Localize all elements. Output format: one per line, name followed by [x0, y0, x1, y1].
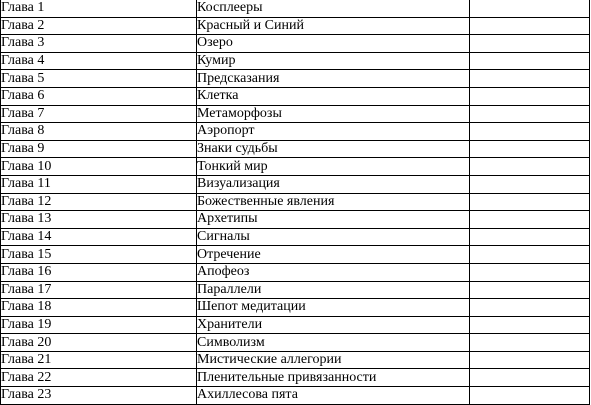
- table-row: [1, 158, 590, 176]
- chapter-number-cell: Глава 10: [1, 158, 197, 176]
- chapter-title-cell: Параллели: [197, 281, 470, 299]
- table-row: [1, 35, 590, 53]
- table-row: [1, 299, 590, 317]
- table-row: [1, 87, 590, 105]
- chapter-number-cell: Глава 17: [1, 281, 197, 299]
- empty-cell: [470, 35, 590, 53]
- chapter-number-cell: Глава 18: [1, 299, 197, 317]
- empty-cell: [470, 316, 590, 334]
- table-row: [1, 123, 590, 141]
- chapter-number-cell: Глава 19: [1, 316, 197, 334]
- chapter-number-cell: Глава 20: [1, 334, 197, 352]
- table-row: [1, 369, 590, 387]
- empty-cell: [470, 87, 590, 105]
- table-row: [1, 105, 590, 123]
- empty-cell: [470, 0, 590, 17]
- table-row: [1, 351, 590, 369]
- chapter-title-cell: Визуализация: [197, 175, 470, 193]
- chapter-title-cell: Знаки судьбы: [197, 140, 470, 158]
- chapter-title-cell: Мистические аллегории: [197, 351, 470, 369]
- empty-cell: [470, 105, 590, 123]
- chapter-number-cell: Глава 13: [1, 211, 197, 229]
- empty-cell: [470, 246, 590, 264]
- chapter-title-cell: Метаморфозы: [197, 105, 470, 123]
- chapter-title-cell: Аэропорт: [197, 123, 470, 141]
- table-row: [1, 0, 590, 17]
- chapter-title-cell: Сигналы: [197, 228, 470, 246]
- table-row: [1, 52, 590, 70]
- chapter-number-cell: Глава 3: [1, 35, 197, 53]
- empty-cell: [470, 17, 590, 35]
- empty-cell: [470, 175, 590, 193]
- table-row: [1, 175, 590, 193]
- empty-cell: [470, 281, 590, 299]
- table-row: [1, 316, 590, 334]
- empty-cell: [470, 351, 590, 369]
- empty-cell: [470, 70, 590, 88]
- chapter-title-cell: Хранители: [197, 316, 470, 334]
- chapter-number-cell: Глава 5: [1, 70, 197, 88]
- table-row: [1, 17, 590, 35]
- table-row: [1, 70, 590, 88]
- chapter-title-cell: Предсказания: [197, 70, 470, 88]
- empty-cell: [470, 193, 590, 211]
- empty-cell: [470, 263, 590, 281]
- empty-cell: [470, 387, 590, 405]
- chapter-number-cell: Глава 21: [1, 351, 197, 369]
- chapter-number-cell: Глава 1: [1, 0, 197, 17]
- chapter-number-cell: Глава 16: [1, 263, 197, 281]
- table-row: [1, 211, 590, 229]
- table-row: [1, 281, 590, 299]
- chapter-title-cell: Кумир: [197, 52, 470, 70]
- chapter-title-cell: Символизм: [197, 334, 470, 352]
- empty-cell: [470, 228, 590, 246]
- empty-cell: [470, 369, 590, 387]
- chapter-number-cell: Глава 4: [1, 52, 197, 70]
- chapter-title-cell: Отречение: [197, 246, 470, 264]
- chapter-title-cell: Красный и Синий: [197, 17, 470, 35]
- chapter-title-cell: Косплееры: [197, 0, 470, 17]
- chapter-title-cell: Божественные явления: [197, 193, 470, 211]
- chapter-number-cell: Глава 8: [1, 123, 197, 141]
- table-row: [1, 140, 590, 158]
- table-row: [1, 228, 590, 246]
- chapter-title-cell: Апофеоз: [197, 263, 470, 281]
- chapter-title-cell: Шепот медитации: [197, 299, 470, 317]
- empty-cell: [470, 52, 590, 70]
- chapter-number-cell: Глава 15: [1, 246, 197, 264]
- chapter-number-cell: Глава 12: [1, 193, 197, 211]
- chapter-number-cell: Глава 2: [1, 17, 197, 35]
- empty-cell: [470, 123, 590, 141]
- chapter-number-cell: Глава 7: [1, 105, 197, 123]
- table-row: [1, 193, 590, 211]
- chapter-number-cell: Глава 23: [1, 387, 197, 405]
- empty-cell: [470, 158, 590, 176]
- chapter-title-cell: Архетипы: [197, 211, 470, 229]
- chapter-number-cell: Глава 9: [1, 140, 197, 158]
- chapter-number-cell: Глава 14: [1, 228, 197, 246]
- chapter-title-cell: Пленительные привязанности: [197, 369, 470, 387]
- chapter-number-cell: Глава 11: [1, 175, 197, 193]
- chapter-title-cell: Клетка: [197, 87, 470, 105]
- table-row: [1, 263, 590, 281]
- chapter-title-cell: Тонкий мир: [197, 158, 470, 176]
- chapter-title-cell: Ахиллесова пята: [197, 387, 470, 405]
- table-row: [1, 246, 590, 264]
- empty-cell: [470, 211, 590, 229]
- table-row: [1, 387, 590, 405]
- chapter-table-body: [1, 0, 590, 404]
- empty-cell: [470, 334, 590, 352]
- table-row: [1, 334, 590, 352]
- chapter-number-cell: Глава 6: [1, 87, 197, 105]
- empty-cell: [470, 299, 590, 317]
- chapter-number-cell: Глава 22: [1, 369, 197, 387]
- empty-cell: [470, 140, 590, 158]
- chapter-title-cell: Озеро: [197, 35, 470, 53]
